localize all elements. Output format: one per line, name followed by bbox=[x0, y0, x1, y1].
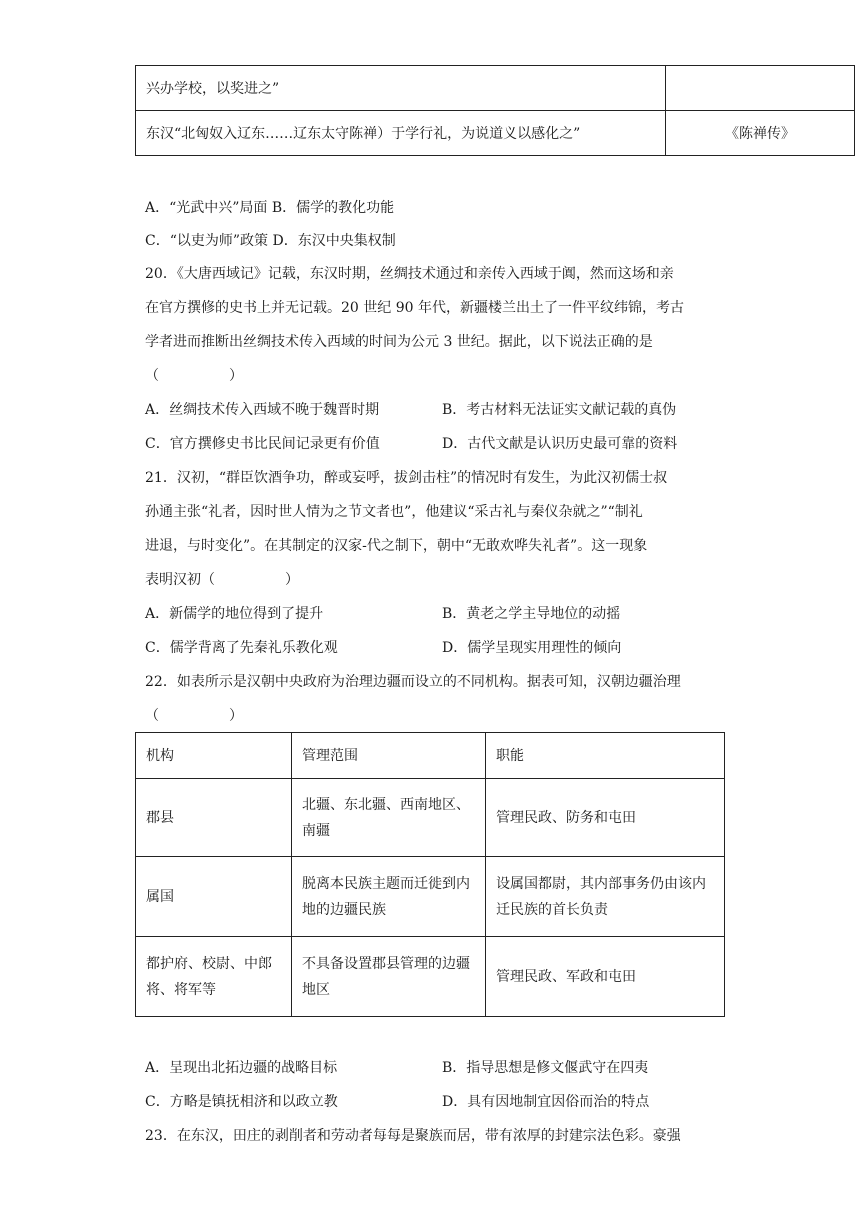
q22-option-c: C．方略是镇抚相济和以政立教 bbox=[145, 1094, 338, 1110]
table-cell: 设属国都尉，其内部事务仍由该内迁民族的首长负责 bbox=[486, 857, 725, 937]
q20-option-a: A．丝绸技术传入西域不晚于魏晋时期 bbox=[145, 402, 380, 418]
q22-option-a: A．呈现出北拓边疆的战略目标 bbox=[145, 1060, 338, 1076]
table-cell: 属国 bbox=[136, 857, 292, 937]
table-header-cell: 机构 bbox=[136, 733, 292, 779]
q22-answer-blank: （ ） bbox=[145, 708, 243, 724]
q21-option-d: D．儒学呈现实用理性的倾向 bbox=[442, 640, 622, 656]
q21-option-c: C．儒学背离了先秦礼乐教化观 bbox=[145, 640, 338, 656]
table-cell: 郡县 bbox=[136, 779, 292, 857]
table-row bbox=[136, 937, 725, 1017]
q20-stem-line: 20．《大唐西域记》记载，东汉时期，丝绸技术通过和亲传入西域于阗，然而这场和亲 bbox=[145, 266, 674, 282]
table-row bbox=[136, 779, 725, 857]
institution-table bbox=[135, 732, 725, 1017]
q21-stem-line: 21．汉初，“群臣饮酒争功，醉或妄呼，拔剑击柱”的情况时有发生，为此汉初儒士叔 bbox=[145, 470, 668, 486]
table-cell bbox=[666, 66, 855, 111]
q21-stem-line: 进退，与时变化”。在其制定的汉家-代之制下，朝中“无敢欢哗失礼者”。这一现象 bbox=[145, 538, 648, 554]
q20-stem-line: 学者进而推断出丝绸技术传入西域的时间为公元 3 世纪。据此，以下说法正确的是 bbox=[145, 334, 653, 350]
q20-option-d: D．古代文献是认识历史最可靠的资料 bbox=[442, 436, 678, 452]
table-header-row bbox=[136, 733, 725, 779]
table-cell: 北疆、东北疆、西南地区、南疆 bbox=[292, 779, 486, 857]
q21-option-a: A．新儒学的地位得到了提升 bbox=[145, 606, 324, 622]
q22-option-d: D．具有因地制宜因俗而治的特点 bbox=[442, 1094, 650, 1110]
q22-stem-line: 22．如表所示是汉朝中央政府为治理边疆而设立的不同机构。据表可知，汉朝边疆治理 bbox=[145, 674, 681, 690]
q22-option-b: B．指导思想是修文偃武守在四夷 bbox=[442, 1060, 649, 1076]
table-cell: 不具备设置郡县管理的边疆地区 bbox=[292, 937, 486, 1017]
q21-stem-line: 孙通主张“礼者，因时世人情为之节文者也”，他建议“采古礼与秦仪杂就之”“制礼 bbox=[145, 504, 643, 520]
table-cell: 东汉“北匈奴入辽东……辽东太守陈禅）于学行礼，为说道义以感化之” bbox=[136, 111, 666, 156]
table-header-cell: 职能 bbox=[486, 733, 725, 779]
q20-option-b: B．考古材料无法证实文献记载的真伪 bbox=[442, 402, 677, 418]
table-cell: 管理民政、军政和屯田 bbox=[486, 937, 725, 1017]
q19-options-cd: C．“以吏为师”政策 D．东汉中央集权制 bbox=[145, 233, 396, 249]
q21-option-b: B．黄老之学主导地位的动摇 bbox=[442, 606, 621, 622]
q20-option-c: C．官方撰修史书比民间记录更有价值 bbox=[145, 436, 380, 452]
table-header-cell: 管理范围 bbox=[292, 733, 486, 779]
table-cell: 都护府、校尉、中郎将、将军等 bbox=[136, 937, 292, 1017]
table-cell: 兴办学校，以奖进之” bbox=[136, 66, 666, 111]
q20-stem-line: 在官方撰修的史书上并无记载。20 世纪 90 年代，新疆楼兰出土了一件平纹纬锦，考古 bbox=[145, 300, 684, 316]
source-table bbox=[135, 65, 855, 156]
table-cell: 《陈禅传》 bbox=[666, 111, 855, 156]
q21-stem-line: 表明汉初（ ） bbox=[145, 572, 299, 588]
q20-answer-blank: （ ） bbox=[145, 368, 243, 384]
table-row bbox=[136, 111, 855, 156]
table-cell: 脱离本民族主题而迁徙到内地的边疆民族 bbox=[292, 857, 486, 937]
table-row bbox=[136, 857, 725, 937]
table-cell: 管理民政、防务和屯田 bbox=[486, 779, 725, 857]
q19-options-ab: A．“光武中兴”局面 B．儒学的教化功能 bbox=[145, 200, 395, 216]
table-row bbox=[136, 66, 855, 111]
q23-stem-line: 23．在东汉，田庄的剥削者和劳动者每每是聚族而居，带有浓厚的封建宗法色彩。豪强 bbox=[145, 1128, 681, 1144]
